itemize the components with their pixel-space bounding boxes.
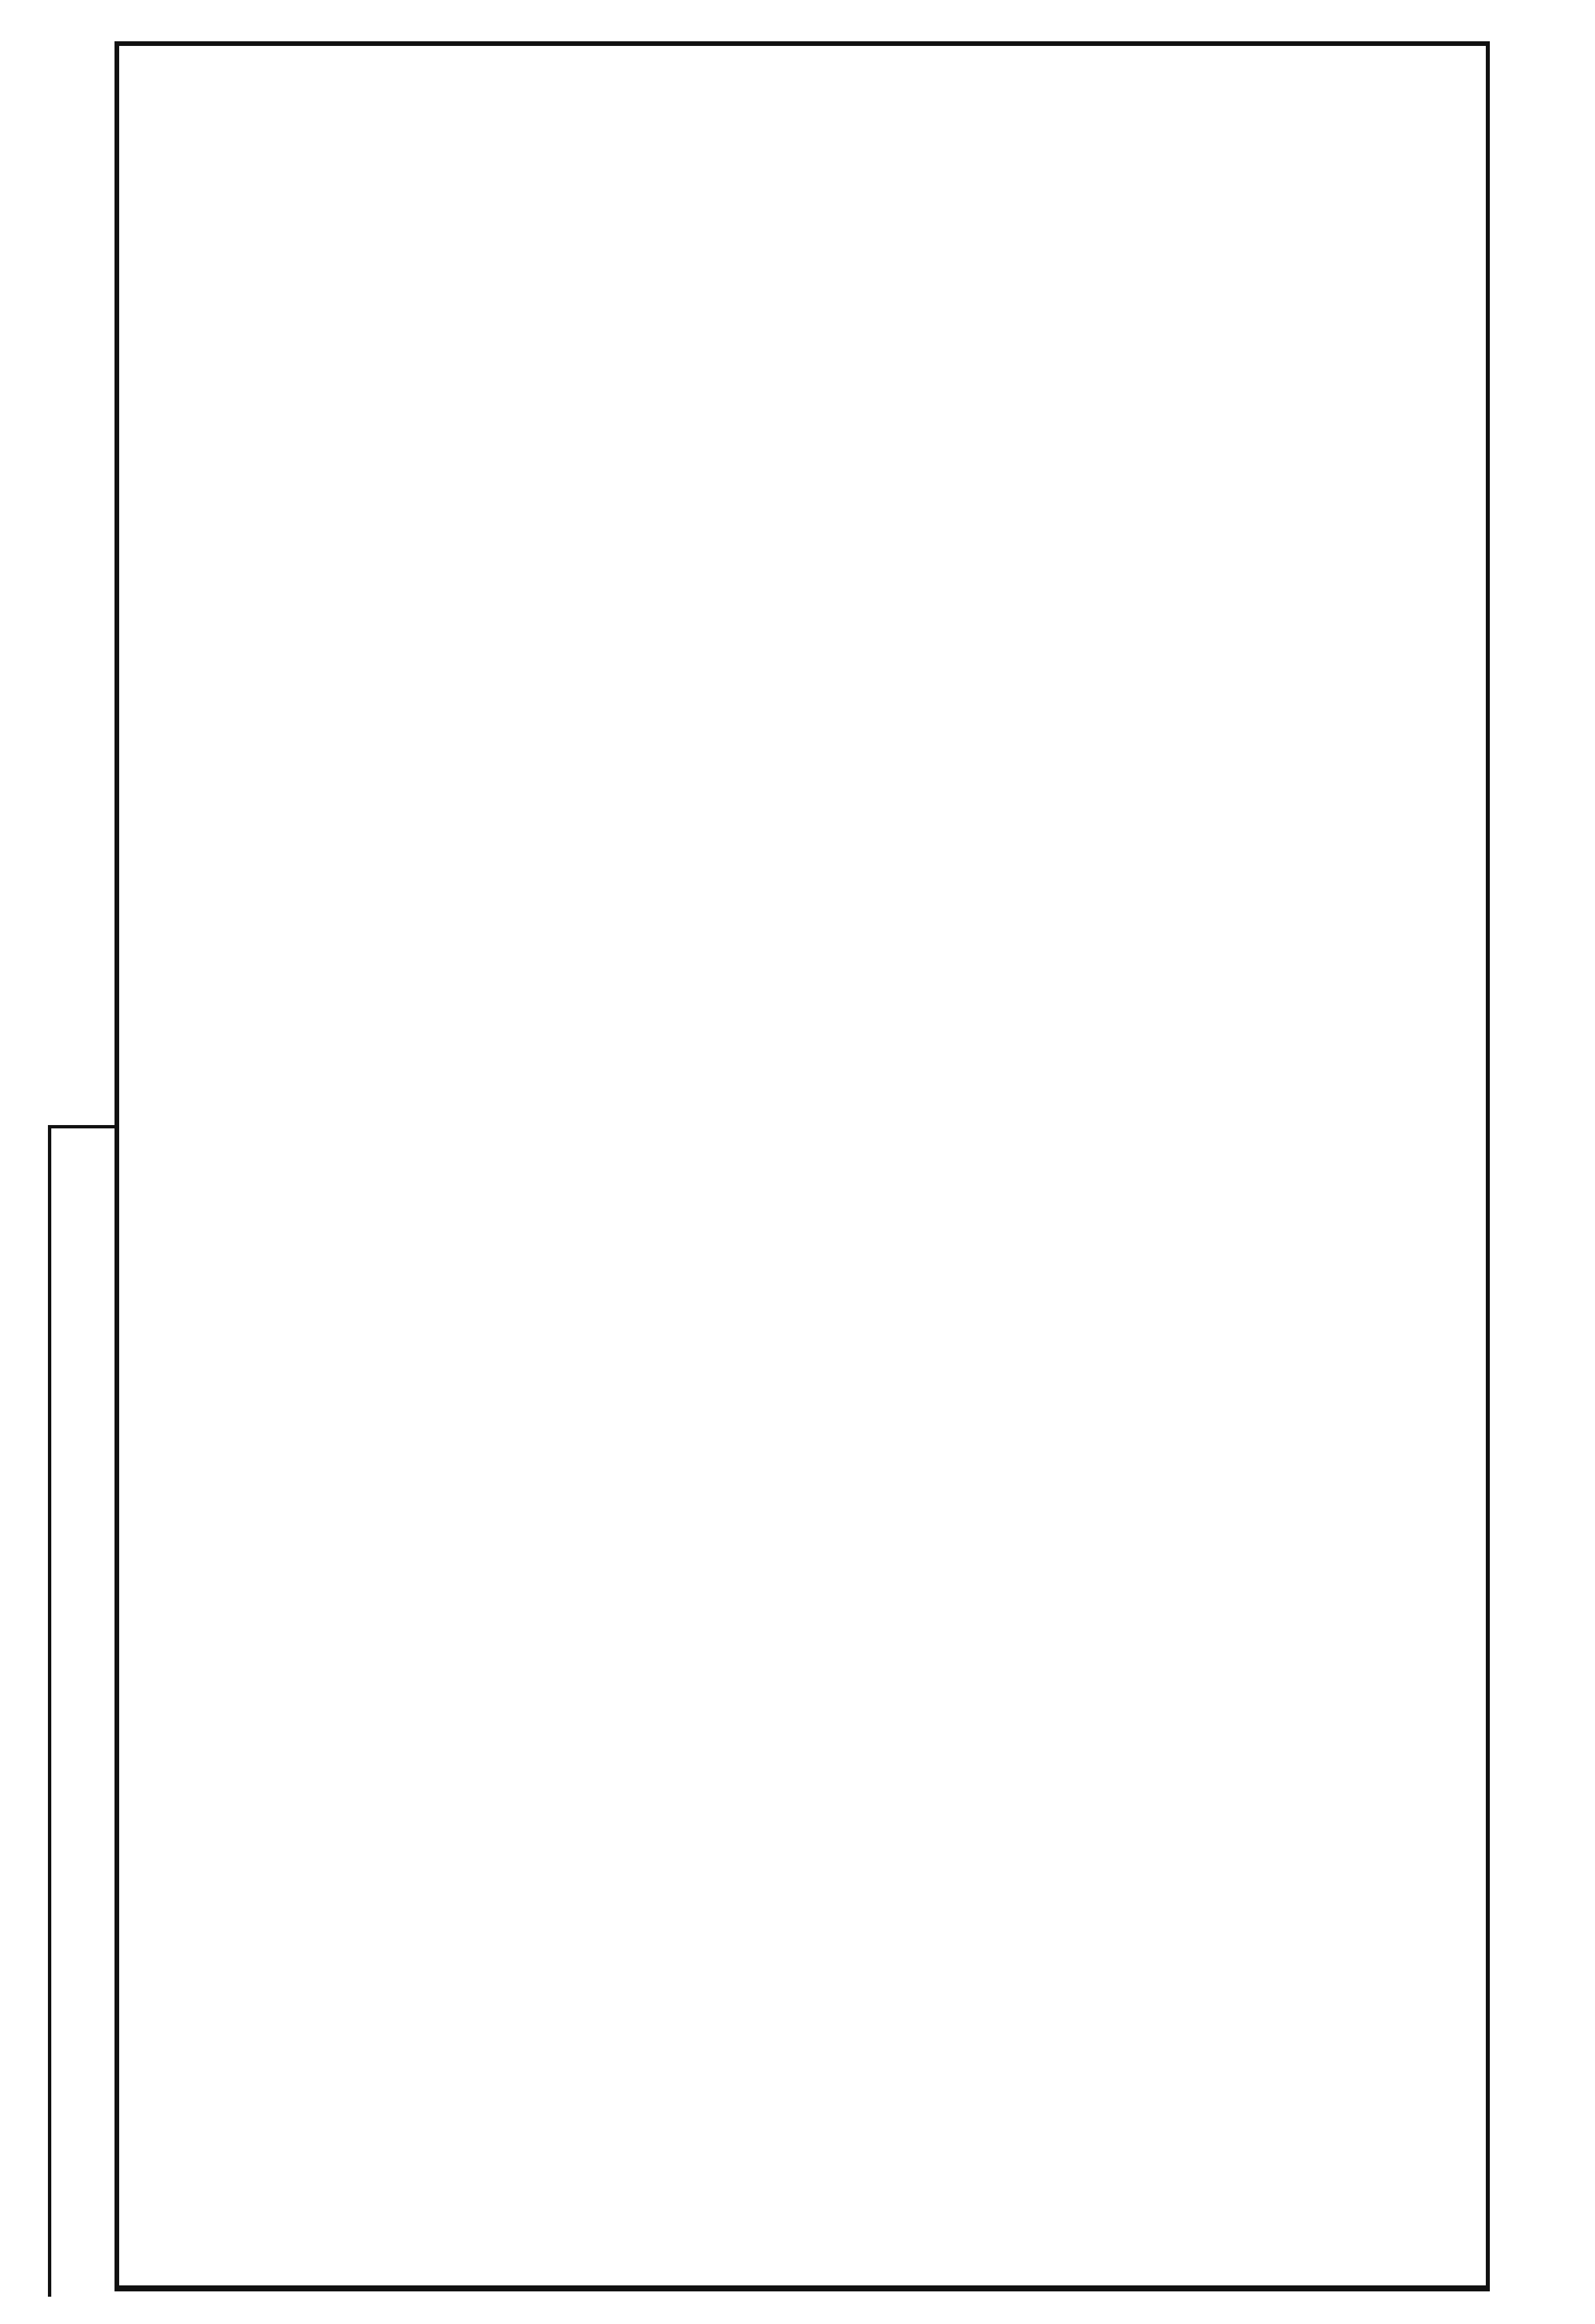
page-frame [114, 41, 1490, 2291]
page-header [972, 85, 1052, 124]
side-stamp [48, 1125, 114, 2297]
